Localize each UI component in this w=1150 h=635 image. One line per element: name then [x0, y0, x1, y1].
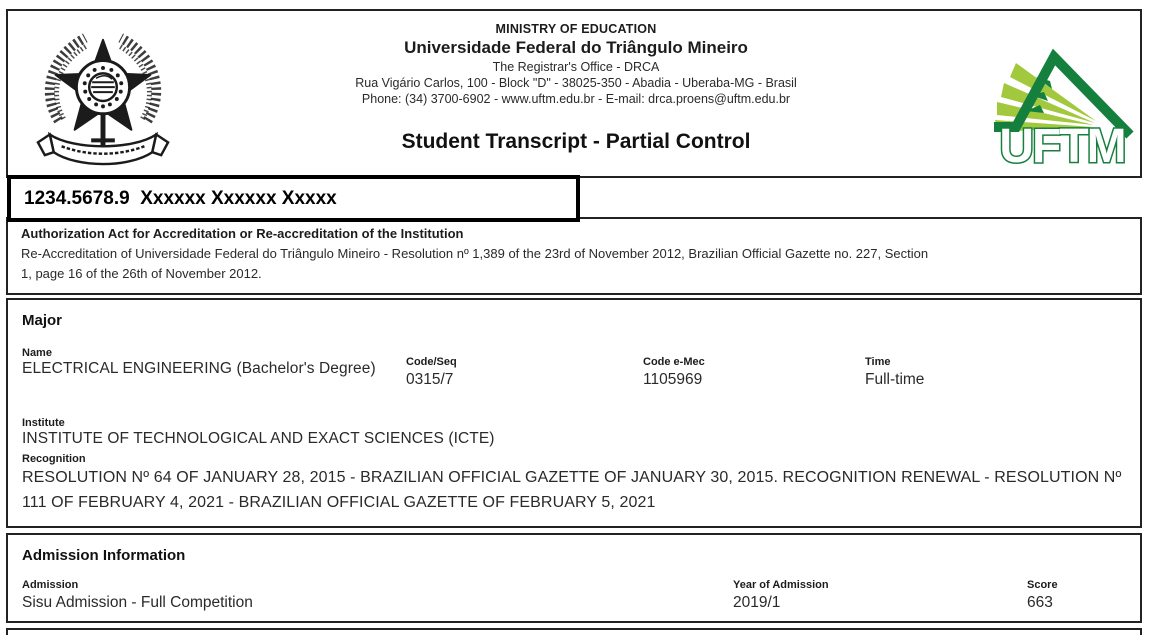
admission-label: Admission: [22, 579, 79, 591]
admission-heading: Admission Information: [22, 547, 186, 564]
student-id-and-name: 1234.5678.9 Xxxxxx Xxxxxx Xxxxx: [24, 187, 337, 209]
institute-value: INSTITUTE OF TECHNOLOGICAL AND EXACT SCIENCES (ICTE): [22, 430, 495, 447]
code-emec-value: 1105969: [643, 371, 703, 388]
svg-text:UFTM: UFTM: [999, 120, 1125, 169]
document-title: Student Transcript - Partial Control: [401, 130, 751, 153]
ministry-line: MINISTRY OF EDUCATION: [495, 22, 657, 36]
time-label: Time: [865, 356, 891, 368]
authorization-section: [6, 217, 1142, 295]
score-label: Score: [1027, 579, 1058, 591]
uftm-logo: [984, 35, 1142, 169]
major-name-label: Name: [22, 347, 52, 359]
next-section-partial: [6, 628, 1142, 635]
address-line: Rua Vigário Carlos, 100 - Block "D" - 38025-350 - Abadia - Uberaba-MG - Brasil: [355, 76, 797, 90]
code-emec-label: Code e-Mec: [643, 356, 705, 368]
major-section: [6, 298, 1142, 528]
student-id-box: [7, 175, 580, 222]
year-of-admission-label: Year of Admission: [733, 579, 829, 591]
year-of-admission-value: 2019/1: [733, 594, 781, 611]
institute-label: Institute: [22, 417, 65, 429]
authorization-body-line-1: Re-Accreditation of Universidade Federal do Triângulo Mineiro - Resolution nº 1,389 of the 23rd of November 2012, Brazilian Official Gazette no. 227, Section: [21, 246, 929, 261]
admission-value: Sisu Admission - Full Competition: [22, 594, 253, 611]
brazil-coat-of-arms-logo: [34, 23, 172, 175]
recognition-value: RESOLUTION Nº 64 OF JANUARY 28, 2015 - BRAZILIAN OFFICIAL GAZETTE OF JANUARY 30, 2015. RECOGNITION RENEWAL - RESOLUTION Nº 111 OF FEBRUARY 4, 2021 - BRAZILIAN OFFICIAL GAZETTE OF FEBRUARY 5, 2021: [22, 469, 1122, 511]
code-seq-value: 0315/7: [406, 371, 454, 388]
major-heading: Major: [22, 312, 63, 329]
university-name: Universidade Federal do Triângulo Mineiro: [404, 38, 748, 57]
header-section: [6, 9, 1142, 178]
admission-section: [6, 533, 1142, 623]
header-text-block: [238, 22, 914, 154]
major-name-value: ELECTRICAL ENGINEERING (Bachelor's Degree): [22, 360, 376, 377]
code-seq-label: Code/Seq: [406, 356, 457, 368]
contact-line: Phone: (34) 3700-6902 - www.uftm.edu.br - E-mail: drca.proens@uftm.edu.br: [361, 92, 791, 106]
score-value: 663: [1027, 594, 1053, 611]
authorization-body-line-2: 1, page 16 of the 26th of November 2012.: [21, 265, 262, 281]
recognition-label: Recognition: [22, 453, 86, 465]
time-value: Full-time: [865, 371, 925, 388]
registrar-office-line: The Registrar's Office - DRCA: [492, 60, 660, 74]
authorization-heading: Authorization Act for Accreditation or Re-accreditation of the Institution: [21, 226, 464, 241]
